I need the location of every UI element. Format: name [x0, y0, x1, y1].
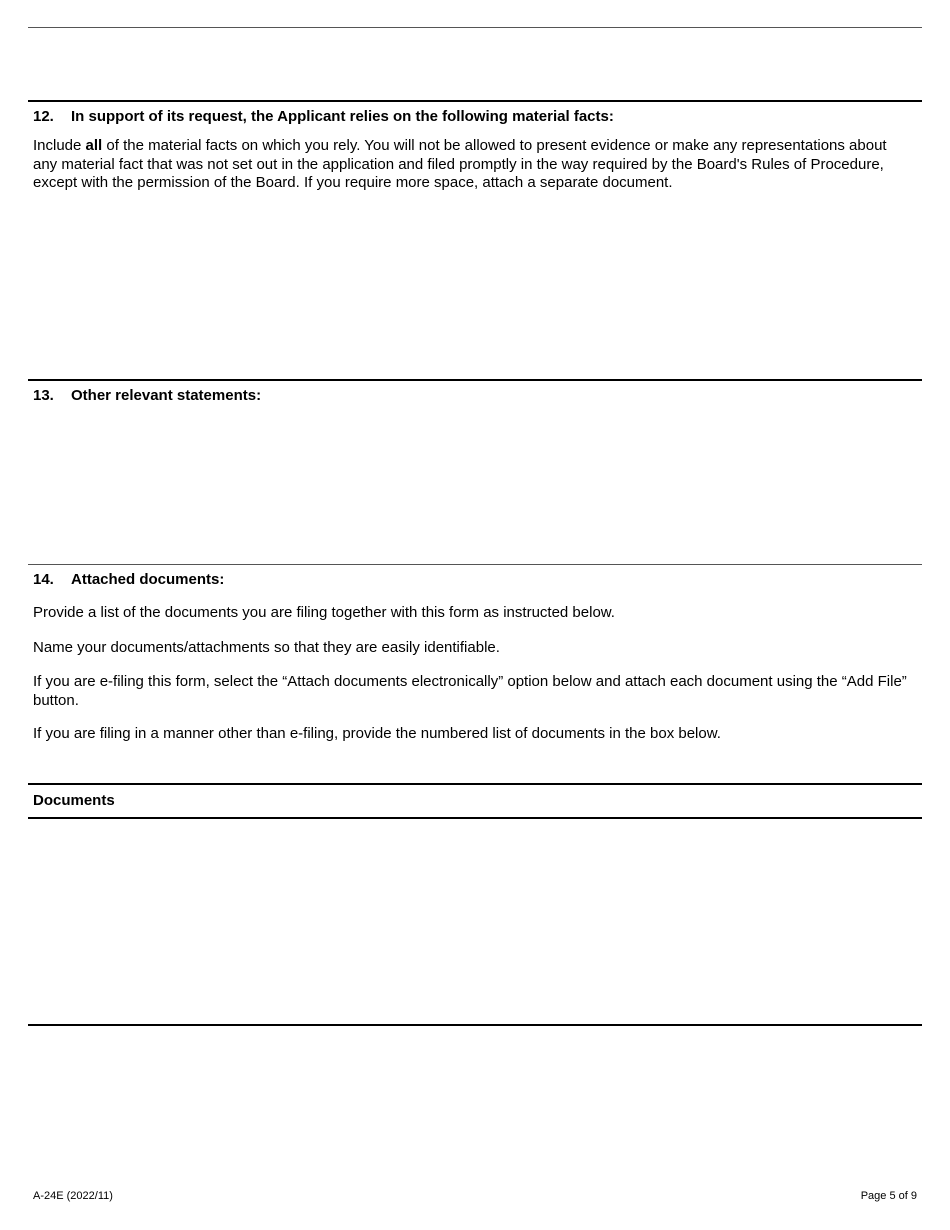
section-13-title: Other relevant statements: [71, 387, 262, 404]
documents-top-divider [28, 783, 922, 785]
other-statements-input[interactable] [28, 410, 922, 560]
section-12-heading [33, 108, 614, 125]
section-12-title: In support of its request, the Applicant relies on the following material facts: [71, 108, 614, 125]
top-divider [28, 27, 922, 28]
section-14-paragraph-4: If you are filing in a manner other than e-filing, provide the numbered list of documents in the box below. [33, 725, 721, 742]
documents-list-input[interactable] [28, 820, 922, 1023]
documents-bottom-divider [28, 1024, 922, 1026]
section-12-number: 12. [33, 108, 54, 125]
section-12-instruction: Include all of the material facts on which you rely. You will not be allowed to present evidence or make any representations about any material fact that was not set out in the application and filed promptly in the way required by the Board's Rules of Procedure, except with the permission of the Board. If you require more space, attach a separate document. [33, 137, 887, 191]
section-12-divider [28, 100, 922, 102]
section-13-number: 13. [33, 387, 54, 404]
section-14-number: 14. [33, 571, 54, 588]
section-13-divider [28, 379, 922, 381]
section-14-heading [33, 571, 224, 588]
form-code: A-24E (2022/11) [33, 1190, 113, 1202]
documents-label: Documents [33, 792, 115, 809]
section-14-paragraph-3: If you are e-filing this form, select the “Attach documents electronically” option below and attach each document using the “Add File” button. [33, 673, 907, 709]
emphasis-all: all [85, 137, 103, 154]
section-13-heading [33, 387, 261, 404]
documents-header-divider [28, 817, 922, 819]
material-facts-input[interactable] [28, 198, 922, 376]
page-number: Page 5 of 9 [860, 1190, 917, 1202]
section-14-paragraph-2: Name your documents/attachments so that they are easily identifiable. [33, 639, 500, 656]
section-14-title: Attached documents: [71, 571, 225, 588]
section-14-paragraph-1: Provide a list of the documents you are filing together with this form as instructed below. [33, 604, 615, 621]
section-14-divider [28, 564, 922, 565]
